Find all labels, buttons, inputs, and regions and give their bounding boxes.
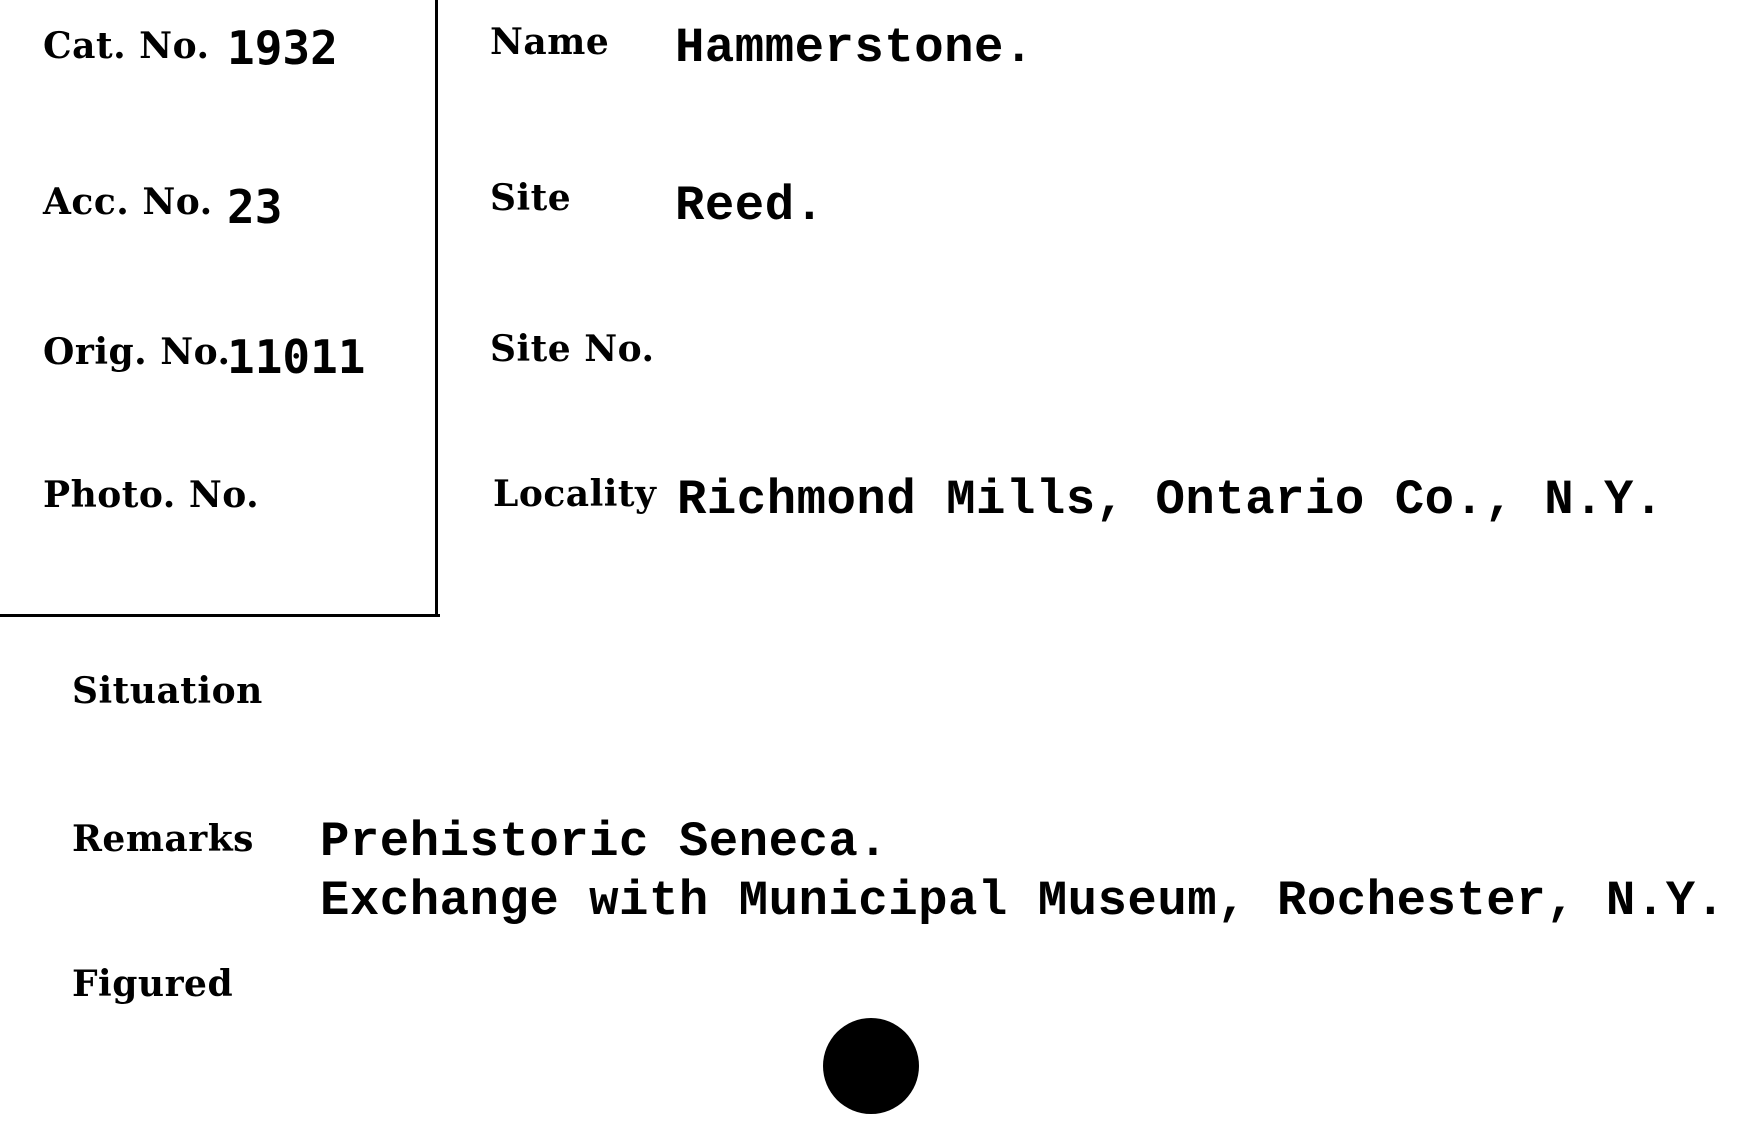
name-value: Hammerstone.: [675, 20, 1034, 76]
remarks-line-2: Exchange with Municipal Museum, Rochester, N.Y.: [320, 873, 1726, 929]
left-column-bottom-rule: [0, 614, 440, 617]
name-label: Name: [490, 21, 610, 63]
site-no-label: Site No.: [490, 328, 655, 370]
figured-label: Figured: [72, 963, 234, 1005]
acc-no-label: Acc. No.: [43, 181, 213, 223]
locality-label: Locality: [493, 473, 657, 515]
remarks-line-1: Prehistoric Seneca.: [320, 814, 889, 870]
orig-no-label: Orig. No.: [43, 331, 231, 373]
remarks-label: Remarks: [72, 818, 254, 860]
punch-hole: [823, 1018, 919, 1114]
site-value: Reed.: [675, 178, 825, 234]
orig-no-value: 11011: [227, 330, 366, 384]
situation-label: Situation: [72, 670, 263, 712]
site-label: Site: [490, 177, 572, 219]
cat-no-value: 1932: [227, 21, 338, 75]
locality-value: Richmond Mills, Ontario Co., N.Y.: [677, 472, 1664, 528]
photo-no-label: Photo. No.: [43, 474, 260, 516]
cat-no-label: Cat. No.: [43, 25, 210, 67]
acc-no-value: 23: [227, 180, 283, 234]
left-column-divider: [435, 0, 438, 616]
